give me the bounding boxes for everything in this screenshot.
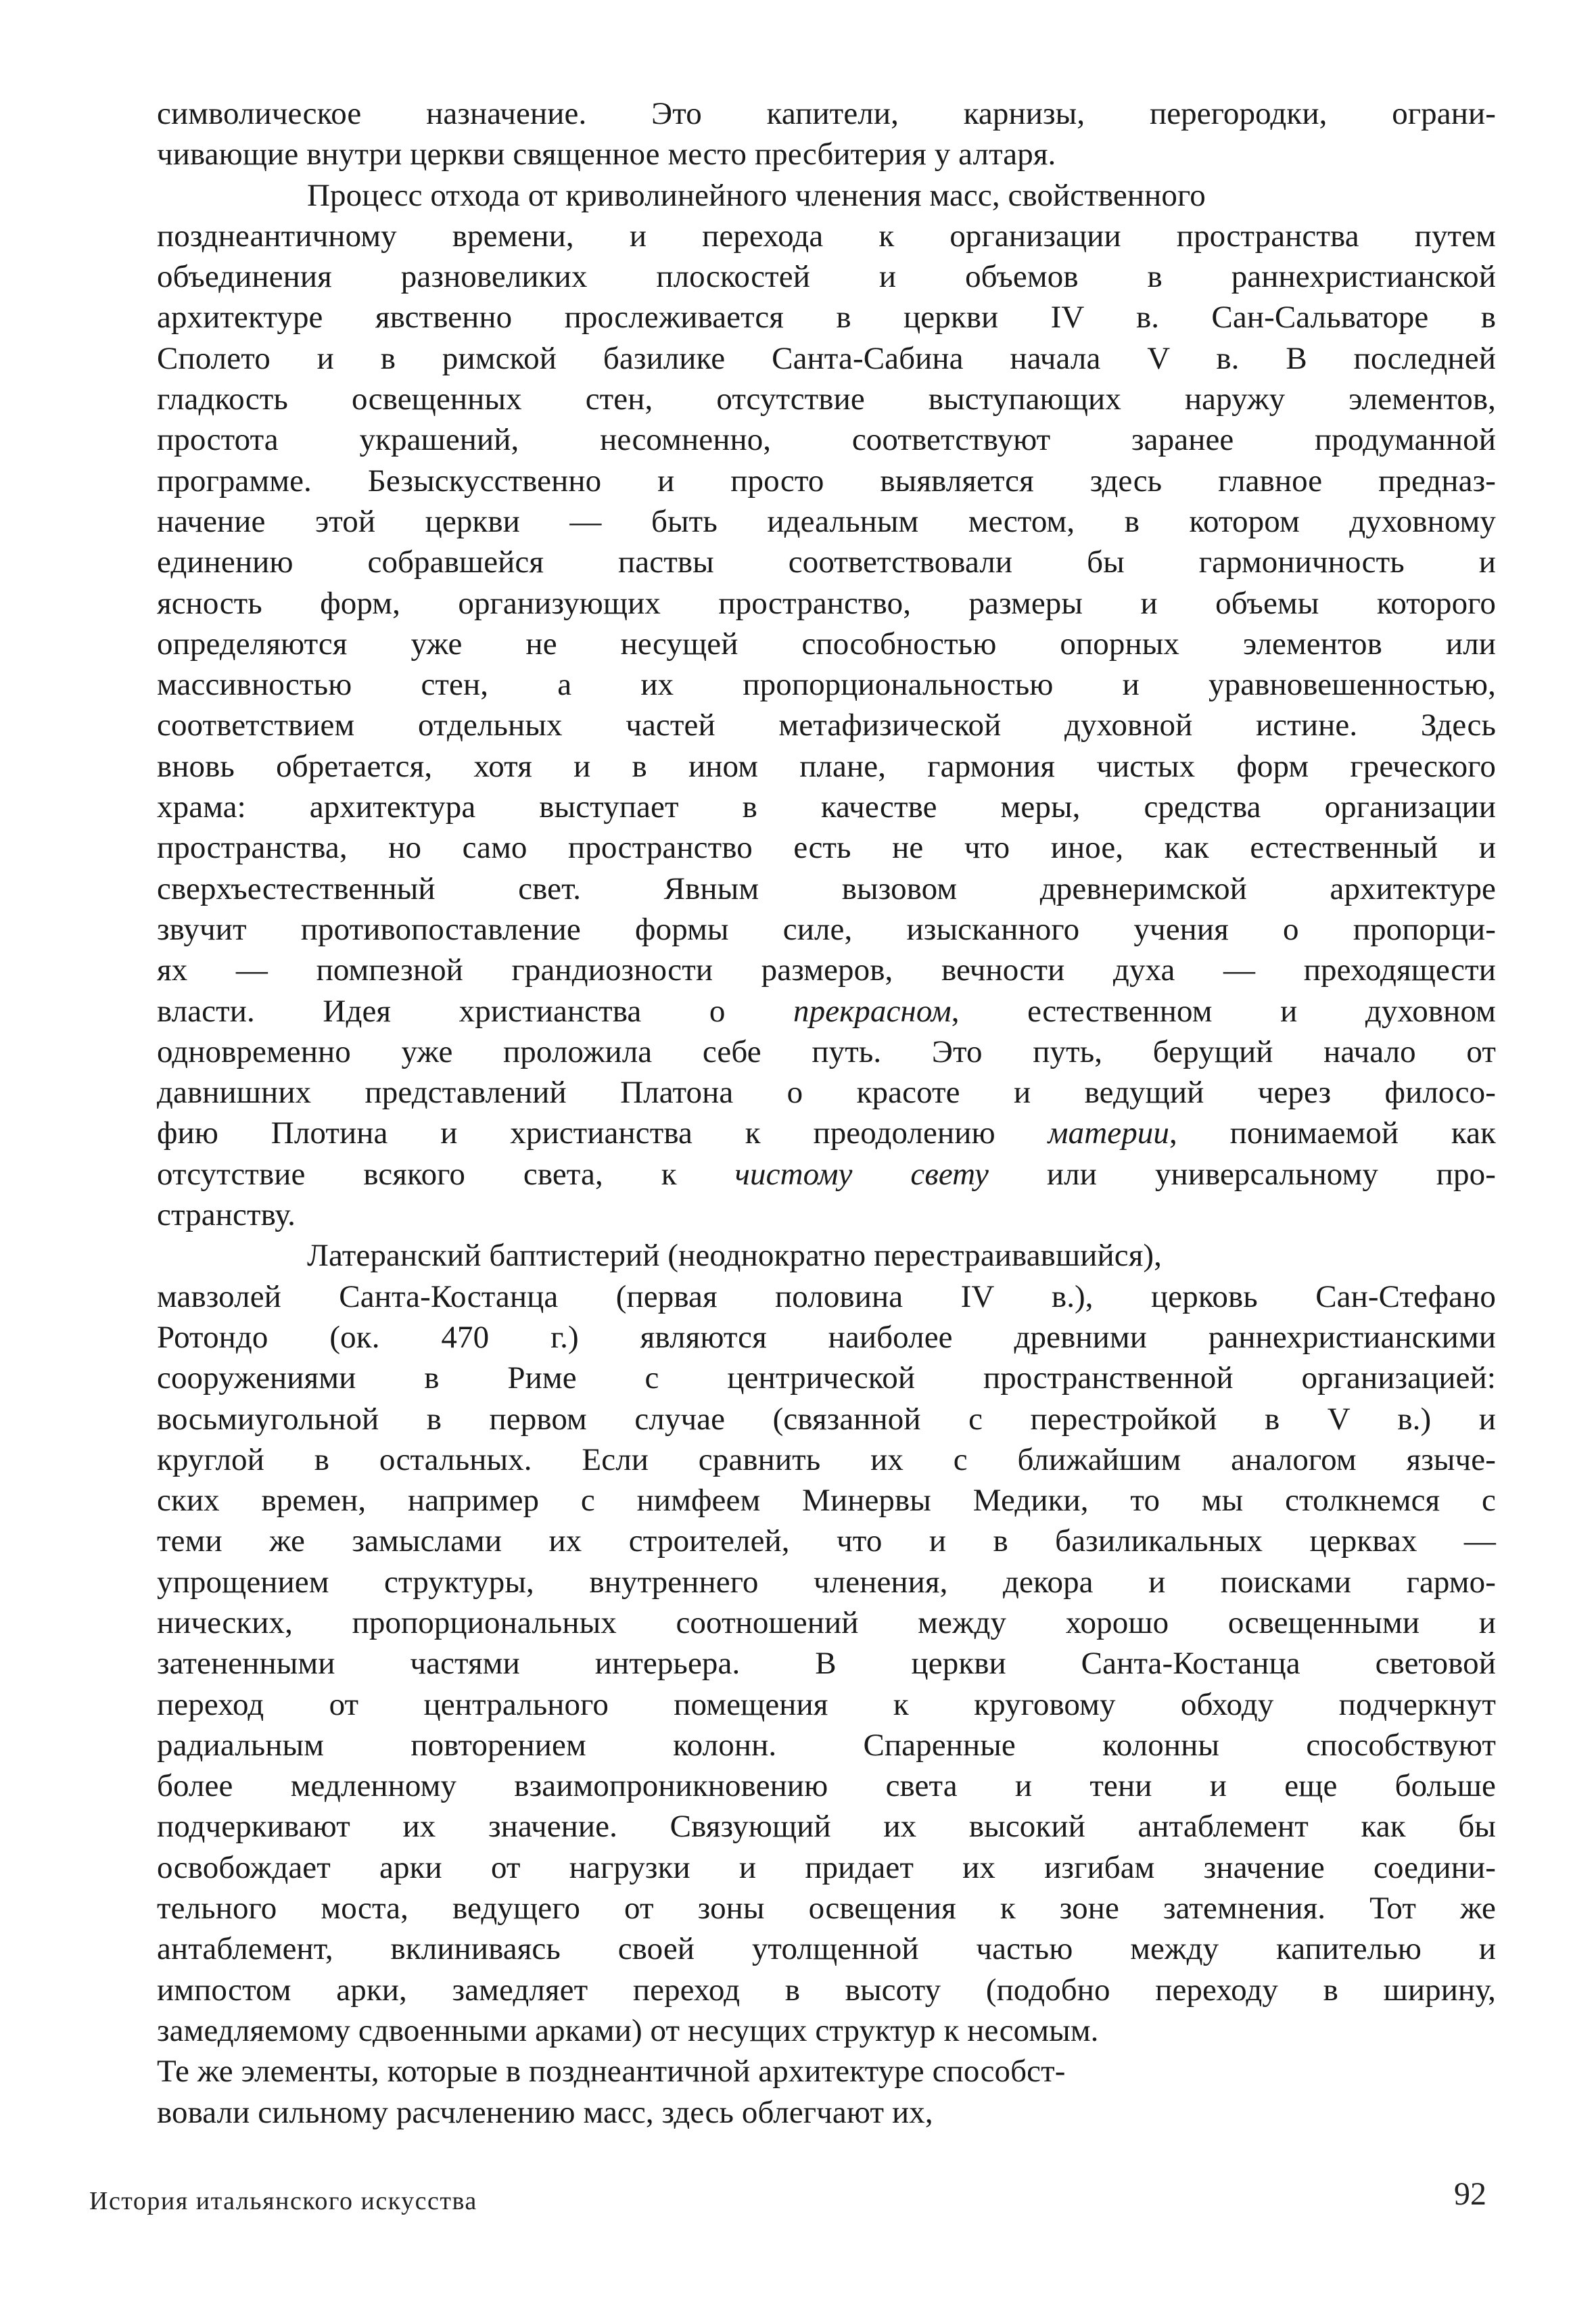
text-line (157, 991, 1496, 1032)
text-line: пространства, но само пространство есть не что иное, как естественный и (157, 830, 1496, 866)
text-line: тельного моста, ведущего от зоны освещения к зоне затемнения. Тот же (157, 1891, 1496, 1926)
text-line: чивающие внутри церкви священное место пресбитерия у алтаря. (157, 137, 1056, 172)
text-line: Латеранский баптистерий (неоднократно перестраивавшийся), (307, 1238, 1163, 1274)
text-line: теми же замыслами их строителей, что и в базиликальных церквах — (157, 1523, 1496, 1559)
text-line: давнишних представлений Платона о красоте и ведущий через филосо- (157, 1075, 1496, 1111)
text-line: Те же элементы, которые в позднеантичной архитектуре способст- (157, 2054, 1066, 2090)
running-footer-title: История итальянского искусства (89, 2187, 477, 2215)
text-run: , понимаемой как (1169, 1115, 1496, 1151)
text-line: начение этой церкви — быть идеальным местом, в котором духовному (157, 503, 1496, 539)
text-line: соответствием отдельных частей метафизической духовной истине. Здесь (157, 708, 1496, 743)
text-line: архитектуре явственно прослеживается в церкви IV в. Сан-Сальваторе в (157, 300, 1496, 336)
text-run: , естественном и духовном (951, 993, 1496, 1029)
text-line: Ротондо (ок. 470 г.) являются наиболее древними раннехристианскими (157, 1319, 1496, 1355)
text-line: импостом арки, замедляет переход в высоту (подобно переходу в ширину, (157, 1972, 1496, 2008)
text-line: позднеантичному времени, и перехода к организации пространства путем (157, 218, 1496, 254)
text-line: антаблемент, вклиниваясь своей утолщенной частью между капителью и (157, 1931, 1496, 1967)
text-line: определяются уже не несущей способностью опорных элементов или (157, 626, 1496, 662)
text-line: нических, пропорциональных соотношений между хорошо освещенными и (157, 1605, 1496, 1640)
text-line: затененными частями интерьера. В церкви Санта-Костанца световой (157, 1646, 1496, 1682)
text-line: радиальным повторением колонн. Спаренные колонны способствуют (157, 1727, 1496, 1763)
text-line: объединения разновеликих плоскостей и объемов в раннехристианской (157, 259, 1496, 295)
text-line: вновь обретается, хотя и в ином плане, гармония чистых форм греческого (157, 748, 1496, 784)
body-text (157, 93, 1496, 2133)
italic-emphasis: чистому свету (734, 1156, 989, 1192)
text-run: власти. Идея христианства о (157, 993, 794, 1029)
text-line: странству. (157, 1197, 296, 1233)
text-line: храма: архитектура выступает в качестве меры, средства организации (157, 789, 1496, 825)
text-line: одновременно уже проложила себе путь. Это путь, берущий начало от (157, 1034, 1496, 1069)
text-line (157, 1113, 1496, 1153)
text-line: гладкость освещенных стен, отсутствие выступающих наружу элементов, (157, 382, 1496, 417)
text-line: ских времен, например с нимфеем Минервы Медики, то мы столкнемся с (157, 1483, 1496, 1519)
text-run: отсутствие всякого света, к (157, 1156, 735, 1192)
text-run: или универсальному про- (989, 1156, 1496, 1192)
text-line: Сполето и в римской базилике Санта-Сабина начала V в. В последней (157, 340, 1496, 376)
text-line: единению собравшейся паствы соответствовали бы гармоничность и (157, 545, 1496, 580)
text-line: звучит противопоставление формы силе, изысканного учения о пропорци- (157, 911, 1496, 947)
text-line: круглой в остальных. Если сравнить их с ближайшим аналогом языче- (157, 1441, 1496, 1477)
text-line: восьмиугольной в первом случае (связанной с перестройкой в V в.) и (157, 1401, 1496, 1437)
text-line: символическое назначение. Это капители, карнизы, перегородки, ограни- (157, 96, 1496, 131)
italic-emphasis: материи (1048, 1115, 1169, 1151)
text-line: переход от центрального помещения к круговому обходу подчеркнут (157, 1686, 1496, 1722)
text-line: программе. Безыскусственно и просто выявляется здесь главное предназ- (157, 463, 1496, 499)
text-line: сверхъестественный свет. Явным вызовом древнеримской архитектуре (157, 871, 1496, 906)
text-run: фию Плотина и христианства к преодолению (157, 1115, 1048, 1151)
text-line: мавзолей Санта-Костанца (первая половина IV в.), церковь Сан-Стефано (157, 1278, 1496, 1314)
text-line: массивностью стен, а их пропорциональностью и уравновешенностью, (157, 667, 1496, 703)
italic-emphasis: прекрасном (793, 993, 952, 1029)
text-line: упрощением структуры, внутреннего членения, декора и поисками гармо- (157, 1564, 1496, 1600)
text-line: сооружениями в Риме с центрической пространственной организацией: (157, 1360, 1496, 1396)
text-line: замедляемому сдвоенными арками) от несущих структур к несомым. (157, 2012, 1099, 2048)
text-line: простота украшений, несомненно, соответствуют заранее продуманной (157, 422, 1496, 458)
text-line: вовали сильному расчленению масс, здесь облегчают их, (157, 2094, 933, 2130)
text-line: подчеркивают их значение. Связующий их высокий антаблемент как бы (157, 1809, 1496, 1845)
text-line: Процесс отхода от криволинейного членения масс, свойственного (307, 177, 1206, 213)
text-line (157, 1154, 1496, 1195)
text-line: освобождает арки от нагрузки и придает их изгибам значение соедини- (157, 1849, 1496, 1885)
text-line: более медленному взаимопроникновению света и тени и еще больше (157, 1768, 1496, 1804)
page-number: 92 (1454, 2176, 1486, 2212)
text-line: ясность форм, организующих пространство, размеры и объемы которого (157, 585, 1496, 621)
text-line: ях — помпезной грандиозности размеров, вечности духа — преходящести (157, 952, 1496, 988)
